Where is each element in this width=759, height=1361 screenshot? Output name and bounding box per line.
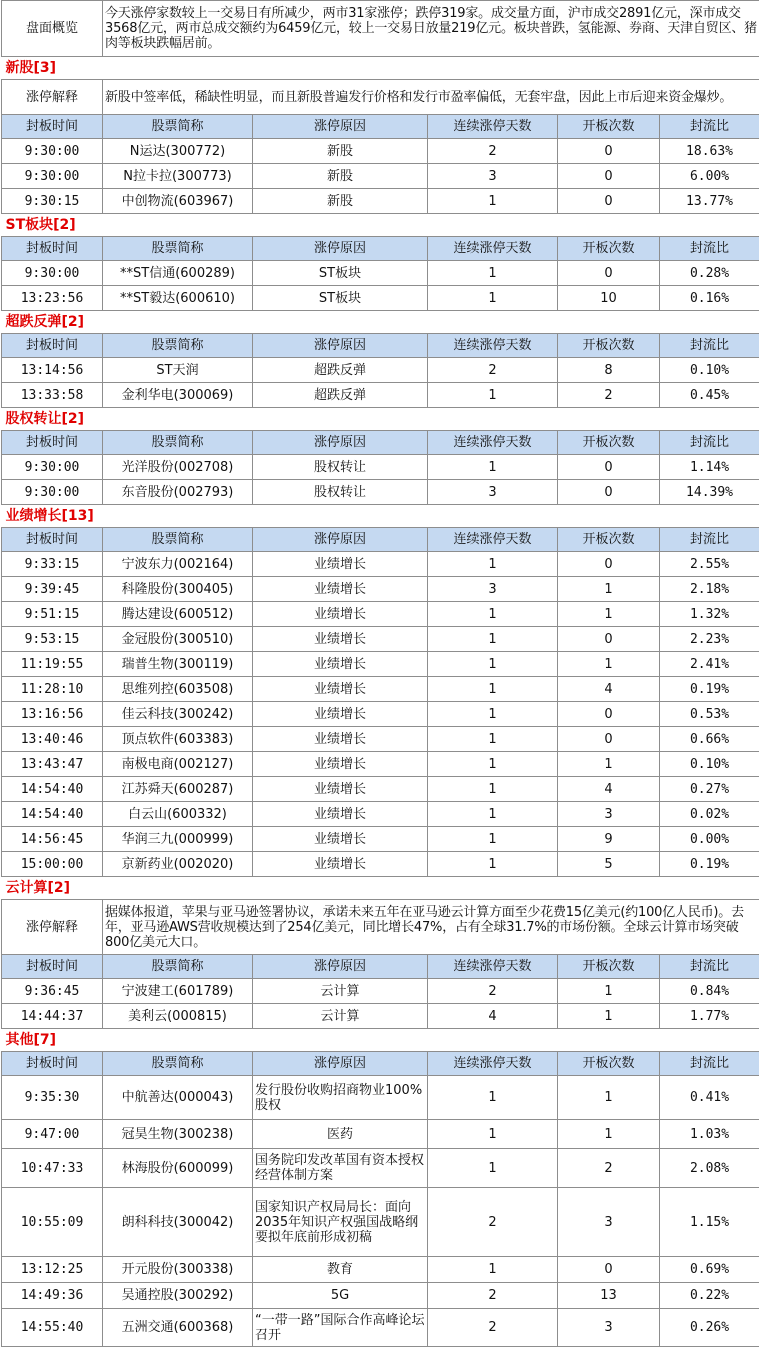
- limit-reason: 云计算: [253, 1004, 428, 1029]
- consecutive-days: 1: [428, 752, 558, 777]
- column-header-seal-time: 封板时间: [2, 528, 103, 552]
- open-count: 3: [558, 1309, 660, 1347]
- limit-reason: 超跌反弹: [253, 358, 428, 383]
- explain-row: [2, 900, 759, 955]
- table-row: [2, 189, 759, 214]
- seal-ratio: 18.63%: [660, 139, 759, 164]
- section-title-row: [2, 408, 759, 431]
- open-count: 3: [558, 802, 660, 827]
- column-header-seal-ratio: 封流比: [660, 528, 759, 552]
- consecutive-days: 1: [428, 189, 558, 214]
- column-header-consecutive-days: 连续涨停天数: [428, 431, 558, 455]
- overview-text: 今天涨停家数较上一交易日有所减少，两市31家涨停；跌停319家。成交量方面，沪市成交2891亿元，深市成交3568亿元，两市总成交额约为6459亿元，较上一交易日放量219亿元。板块普跌，氢能源、券商、天津自贸区、猪肉等板块跌幅居前。: [103, 1, 759, 57]
- table-row: [2, 702, 759, 727]
- table-row: [2, 139, 759, 164]
- seal-ratio: 0.19%: [660, 677, 759, 702]
- column-header-seal-ratio: 封流比: [660, 237, 759, 261]
- stock-name: 中航善达(000043): [103, 1076, 253, 1120]
- open-count: 1: [558, 752, 660, 777]
- column-header-consecutive-days: 连续涨停天数: [428, 237, 558, 261]
- seal-time: 9:35:30: [2, 1076, 103, 1120]
- seal-ratio: 0.16%: [660, 286, 759, 311]
- stock-name: 江苏舜天(600287): [103, 777, 253, 802]
- column-header-open-count: 开板次数: [558, 431, 660, 455]
- seal-ratio: 0.22%: [660, 1283, 759, 1309]
- table-row: [2, 1004, 759, 1029]
- consecutive-days: 1: [428, 827, 558, 852]
- stock-name: 瑞普生物(300119): [103, 652, 253, 677]
- open-count: 1: [558, 979, 660, 1004]
- explain-label: 涨停解释: [2, 900, 103, 955]
- table-row: [2, 552, 759, 577]
- limit-reason: 业绩增长: [253, 602, 428, 627]
- limit-reason: 国家知识产权局局长：面向2035年知识产权强国战略纲要拟年底前形成初稿: [253, 1188, 428, 1257]
- table-row: [2, 358, 759, 383]
- seal-ratio: 0.53%: [660, 702, 759, 727]
- column-header-limit-reason: 涨停原因: [253, 115, 428, 139]
- open-count: 1: [558, 652, 660, 677]
- table-row: [2, 1149, 759, 1188]
- open-count: 3: [558, 1188, 660, 1257]
- consecutive-days: 1: [428, 627, 558, 652]
- limit-reason: 业绩增长: [253, 702, 428, 727]
- stock-name: 佳云科技(300242): [103, 702, 253, 727]
- column-header-row: [2, 431, 759, 455]
- limit-reason: 新股: [253, 164, 428, 189]
- stock-name: 白云山(600332): [103, 802, 253, 827]
- section-title: 超跌反弹[2]: [2, 311, 759, 334]
- section-title: 新股[3]: [2, 57, 759, 80]
- column-header-seal-ratio: 封流比: [660, 334, 759, 358]
- stock-name: 中创物流(603967): [103, 189, 253, 214]
- column-header-stock-name: 股票简称: [103, 115, 253, 139]
- column-header-seal-time: 封板时间: [2, 115, 103, 139]
- limit-up-report-table: [1, 0, 759, 1347]
- limit-reason: 教育: [253, 1257, 428, 1283]
- limit-reason: 业绩增长: [253, 652, 428, 677]
- column-header-seal-time: 封板时间: [2, 237, 103, 261]
- column-header-limit-reason: 涨停原因: [253, 334, 428, 358]
- column-header-limit-reason: 涨停原因: [253, 431, 428, 455]
- open-count: 0: [558, 480, 660, 505]
- column-header-consecutive-days: 连续涨停天数: [428, 334, 558, 358]
- stock-name: 思维列控(603508): [103, 677, 253, 702]
- stock-name: 顶点软件(603383): [103, 727, 253, 752]
- table-row: [2, 164, 759, 189]
- seal-time: 10:47:33: [2, 1149, 103, 1188]
- seal-ratio: 1.32%: [660, 602, 759, 627]
- seal-ratio: 0.19%: [660, 852, 759, 877]
- seal-time: 14:55:40: [2, 1309, 103, 1347]
- seal-time: 9:53:15: [2, 627, 103, 652]
- section-title-row: [2, 505, 759, 528]
- seal-ratio: 0.28%: [660, 261, 759, 286]
- stock-name: 开元股份(300338): [103, 1257, 253, 1283]
- limit-reason: 业绩增长: [253, 577, 428, 602]
- seal-time: 13:23:56: [2, 286, 103, 311]
- seal-time: 13:16:56: [2, 702, 103, 727]
- seal-time: 13:12:25: [2, 1257, 103, 1283]
- consecutive-days: 2: [428, 1309, 558, 1347]
- consecutive-days: 1: [428, 286, 558, 311]
- table-row: [2, 1120, 759, 1149]
- explain-row: [2, 80, 759, 115]
- consecutive-days: 3: [428, 577, 558, 602]
- consecutive-days: 1: [428, 802, 558, 827]
- section-title-row: [2, 1029, 759, 1052]
- seal-ratio: 1.14%: [660, 455, 759, 480]
- seal-ratio: 0.41%: [660, 1076, 759, 1120]
- stock-name: 五洲交通(600368): [103, 1309, 253, 1347]
- seal-ratio: 6.00%: [660, 164, 759, 189]
- stock-name: 南极电商(002127): [103, 752, 253, 777]
- column-header-row: [2, 237, 759, 261]
- column-header-seal-ratio: 封流比: [660, 1052, 759, 1076]
- stock-name: N拉卡拉(300773): [103, 164, 253, 189]
- seal-time: 9:39:45: [2, 577, 103, 602]
- stock-name: 吴通控股(300292): [103, 1283, 253, 1309]
- seal-ratio: 14.39%: [660, 480, 759, 505]
- overview-label: 盘面概览: [2, 1, 103, 57]
- limit-reason: “一带一路”国际合作高峰论坛召开: [253, 1309, 428, 1347]
- open-count: 0: [558, 702, 660, 727]
- open-count: 0: [558, 139, 660, 164]
- stock-name: 科隆股份(300405): [103, 577, 253, 602]
- consecutive-days: 1: [428, 652, 558, 677]
- table-row: [2, 261, 759, 286]
- column-header-stock-name: 股票简称: [103, 955, 253, 979]
- stock-name: **ST毅达(600610): [103, 286, 253, 311]
- table-row: [2, 652, 759, 677]
- stock-name: 宁波东力(002164): [103, 552, 253, 577]
- seal-time: 14:54:40: [2, 802, 103, 827]
- stock-name: N运达(300772): [103, 139, 253, 164]
- seal-time: 9:30:00: [2, 261, 103, 286]
- column-header-stock-name: 股票简称: [103, 237, 253, 261]
- seal-ratio: 2.18%: [660, 577, 759, 602]
- seal-time: 13:40:46: [2, 727, 103, 752]
- consecutive-days: 1: [428, 1257, 558, 1283]
- table-row: [2, 455, 759, 480]
- consecutive-days: 2: [428, 358, 558, 383]
- seal-ratio: 0.10%: [660, 358, 759, 383]
- limit-reason: 业绩增长: [253, 727, 428, 752]
- open-count: 2: [558, 1149, 660, 1188]
- column-header-open-count: 开板次数: [558, 237, 660, 261]
- stock-name: 宁波建工(601789): [103, 979, 253, 1004]
- overview-row: [2, 1, 759, 57]
- column-header-row: [2, 1052, 759, 1076]
- consecutive-days: 1: [428, 552, 558, 577]
- seal-time: 9:51:15: [2, 602, 103, 627]
- open-count: 0: [558, 261, 660, 286]
- column-header-seal-time: 封板时间: [2, 431, 103, 455]
- seal-ratio: 2.41%: [660, 652, 759, 677]
- table-row: [2, 383, 759, 408]
- seal-time: 14:56:45: [2, 827, 103, 852]
- column-header-row: [2, 955, 759, 979]
- limit-reason: 业绩增长: [253, 852, 428, 877]
- consecutive-days: 1: [428, 602, 558, 627]
- column-header-seal-ratio: 封流比: [660, 431, 759, 455]
- stock-name: 金利华电(300069): [103, 383, 253, 408]
- open-count: 10: [558, 286, 660, 311]
- explain-label: 涨停解释: [2, 80, 103, 115]
- open-count: 1: [558, 602, 660, 627]
- seal-ratio: 2.08%: [660, 1149, 759, 1188]
- seal-time: 11:28:10: [2, 677, 103, 702]
- column-header-stock-name: 股票简称: [103, 431, 253, 455]
- seal-time: 9:36:45: [2, 979, 103, 1004]
- column-header-row: [2, 528, 759, 552]
- seal-ratio: 0.45%: [660, 383, 759, 408]
- table-row: [2, 1257, 759, 1283]
- column-header-stock-name: 股票简称: [103, 334, 253, 358]
- limit-reason: 超跌反弹: [253, 383, 428, 408]
- column-header-consecutive-days: 连续涨停天数: [428, 115, 558, 139]
- seal-ratio: 0.27%: [660, 777, 759, 802]
- consecutive-days: 1: [428, 677, 558, 702]
- open-count: 2: [558, 383, 660, 408]
- stock-name: 金冠股份(300510): [103, 627, 253, 652]
- table-row: [2, 480, 759, 505]
- seal-time: 15:00:00: [2, 852, 103, 877]
- open-count: 4: [558, 677, 660, 702]
- column-header-open-count: 开板次数: [558, 528, 660, 552]
- seal-time: 9:33:15: [2, 552, 103, 577]
- section-title-row: [2, 214, 759, 237]
- column-header-consecutive-days: 连续涨停天数: [428, 528, 558, 552]
- consecutive-days: 2: [428, 1283, 558, 1309]
- limit-reason: 业绩增长: [253, 777, 428, 802]
- stock-name: 林海股份(600099): [103, 1149, 253, 1188]
- open-count: 1: [558, 1120, 660, 1149]
- table-row: [2, 286, 759, 311]
- consecutive-days: 3: [428, 480, 558, 505]
- seal-time: 11:19:55: [2, 652, 103, 677]
- limit-reason: ST板块: [253, 261, 428, 286]
- limit-reason: 业绩增长: [253, 752, 428, 777]
- open-count: 0: [558, 164, 660, 189]
- column-header-stock-name: 股票简称: [103, 1052, 253, 1076]
- explain-text: 新股中签率低，稀缺性明显，而且新股普遍发行价格和发行市盈率偏低，无套牢盘，因此上市后迎来资金爆炒。: [103, 80, 759, 115]
- table-row: [2, 852, 759, 877]
- open-count: 1: [558, 1004, 660, 1029]
- table-row: [2, 979, 759, 1004]
- table-row: [2, 802, 759, 827]
- seal-ratio: 0.66%: [660, 727, 759, 752]
- table-row: [2, 827, 759, 852]
- open-count: 0: [558, 1257, 660, 1283]
- column-header-limit-reason: 涨停原因: [253, 1052, 428, 1076]
- column-header-seal-ratio: 封流比: [660, 115, 759, 139]
- seal-ratio: 1.77%: [660, 1004, 759, 1029]
- open-count: 5: [558, 852, 660, 877]
- seal-time: 14:44:37: [2, 1004, 103, 1029]
- column-header-stock-name: 股票简称: [103, 528, 253, 552]
- open-count: 0: [558, 627, 660, 652]
- limit-reason: ST板块: [253, 286, 428, 311]
- open-count: 0: [558, 455, 660, 480]
- section-title: 其他[7]: [2, 1029, 759, 1052]
- open-count: 0: [558, 189, 660, 214]
- section-title: 业绩增长[13]: [2, 505, 759, 528]
- seal-time: 13:14:56: [2, 358, 103, 383]
- limit-reason: 发行股份收购招商物业100%股权: [253, 1076, 428, 1120]
- table-row: [2, 577, 759, 602]
- consecutive-days: 3: [428, 164, 558, 189]
- limit-reason: 云计算: [253, 979, 428, 1004]
- section-title-row: [2, 877, 759, 900]
- column-header-seal-ratio: 封流比: [660, 955, 759, 979]
- stock-name: 华润三九(000999): [103, 827, 253, 852]
- consecutive-days: 2: [428, 139, 558, 164]
- open-count: 4: [558, 777, 660, 802]
- table-row: [2, 627, 759, 652]
- table-row: [2, 727, 759, 752]
- column-header-seal-time: 封板时间: [2, 955, 103, 979]
- column-header-limit-reason: 涨停原因: [253, 955, 428, 979]
- column-header-consecutive-days: 连续涨停天数: [428, 955, 558, 979]
- seal-time: 10:55:09: [2, 1188, 103, 1257]
- seal-ratio: 2.23%: [660, 627, 759, 652]
- consecutive-days: 1: [428, 383, 558, 408]
- column-header-open-count: 开板次数: [558, 334, 660, 358]
- stock-name: 光洋股份(002708): [103, 455, 253, 480]
- seal-ratio: 13.77%: [660, 189, 759, 214]
- column-header-consecutive-days: 连续涨停天数: [428, 1052, 558, 1076]
- table-row: [2, 677, 759, 702]
- seal-ratio: 2.55%: [660, 552, 759, 577]
- consecutive-days: 1: [428, 1076, 558, 1120]
- stock-name: 京新药业(002020): [103, 852, 253, 877]
- seal-ratio: 1.15%: [660, 1188, 759, 1257]
- seal-time: 13:43:47: [2, 752, 103, 777]
- section-title-row: [2, 311, 759, 334]
- section-title-row: [2, 57, 759, 80]
- consecutive-days: 2: [428, 979, 558, 1004]
- table-row: [2, 1076, 759, 1120]
- consecutive-days: 4: [428, 1004, 558, 1029]
- section-title: 云计算[2]: [2, 877, 759, 900]
- column-header-open-count: 开板次数: [558, 1052, 660, 1076]
- open-count: 13: [558, 1283, 660, 1309]
- limit-reason: 股权转让: [253, 480, 428, 505]
- seal-time: 14:49:36: [2, 1283, 103, 1309]
- limit-reason: 新股: [253, 189, 428, 214]
- column-header-limit-reason: 涨停原因: [253, 237, 428, 261]
- seal-ratio: 0.69%: [660, 1257, 759, 1283]
- seal-ratio: 0.00%: [660, 827, 759, 852]
- table-row: [2, 1309, 759, 1347]
- limit-reason: 5G: [253, 1283, 428, 1309]
- seal-time: 13:33:58: [2, 383, 103, 408]
- explain-text: 据媒体报道，苹果与亚马逊签署协议，承诺未来五年在亚马逊云计算方面至少花费15亿美元(约100亿人民币)。去年，亚马逊AWS营收规模达到了254亿美元，同比增长47%，占有全球31.7%的市场份额。全球云计算市场突破800亿美元大口。: [103, 900, 759, 955]
- limit-reason: 业绩增长: [253, 802, 428, 827]
- open-count: 1: [558, 1076, 660, 1120]
- consecutive-days: 1: [428, 261, 558, 286]
- limit-reason: 新股: [253, 139, 428, 164]
- seal-time: 14:54:40: [2, 777, 103, 802]
- seal-ratio: 0.10%: [660, 752, 759, 777]
- stock-name: ST天润: [103, 358, 253, 383]
- column-header-row: [2, 115, 759, 139]
- seal-time: 9:30:00: [2, 455, 103, 480]
- limit-reason: 国务院印发改革国有资本授权经营体制方案: [253, 1149, 428, 1188]
- column-header-open-count: 开板次数: [558, 955, 660, 979]
- open-count: 9: [558, 827, 660, 852]
- consecutive-days: 1: [428, 852, 558, 877]
- column-header-seal-time: 封板时间: [2, 1052, 103, 1076]
- stock-name: 东音股份(002793): [103, 480, 253, 505]
- consecutive-days: 1: [428, 702, 558, 727]
- open-count: 1: [558, 577, 660, 602]
- limit-reason: 股权转让: [253, 455, 428, 480]
- limit-reason: 业绩增长: [253, 827, 428, 852]
- consecutive-days: 2: [428, 1188, 558, 1257]
- section-title: ST板块[2]: [2, 214, 759, 237]
- open-count: 0: [558, 552, 660, 577]
- consecutive-days: 1: [428, 1149, 558, 1188]
- stock-name: 朗科科技(300042): [103, 1188, 253, 1257]
- table-row: [2, 752, 759, 777]
- seal-time: 9:30:15: [2, 189, 103, 214]
- column-header-seal-time: 封板时间: [2, 334, 103, 358]
- seal-ratio: 0.02%: [660, 802, 759, 827]
- seal-ratio: 1.03%: [660, 1120, 759, 1149]
- column-header-row: [2, 334, 759, 358]
- column-header-limit-reason: 涨停原因: [253, 528, 428, 552]
- section-title: 股权转让[2]: [2, 408, 759, 431]
- seal-time: 9:30:00: [2, 164, 103, 189]
- limit-reason: 医药: [253, 1120, 428, 1149]
- consecutive-days: 1: [428, 777, 558, 802]
- seal-time: 9:30:00: [2, 139, 103, 164]
- table-row: [2, 1188, 759, 1257]
- consecutive-days: 1: [428, 1120, 558, 1149]
- open-count: 0: [558, 727, 660, 752]
- stock-name: **ST信通(600289): [103, 261, 253, 286]
- stock-name: 冠昊生物(300238): [103, 1120, 253, 1149]
- limit-reason: 业绩增长: [253, 552, 428, 577]
- open-count: 8: [558, 358, 660, 383]
- consecutive-days: 1: [428, 455, 558, 480]
- seal-ratio: 0.84%: [660, 979, 759, 1004]
- consecutive-days: 1: [428, 727, 558, 752]
- seal-time: 9:47:00: [2, 1120, 103, 1149]
- stock-name: 美利云(000815): [103, 1004, 253, 1029]
- seal-time: 9:30:00: [2, 480, 103, 505]
- column-header-open-count: 开板次数: [558, 115, 660, 139]
- seal-ratio: 0.26%: [660, 1309, 759, 1347]
- limit-reason: 业绩增长: [253, 627, 428, 652]
- table-row: [2, 777, 759, 802]
- limit-reason: 业绩增长: [253, 677, 428, 702]
- stock-name: 腾达建设(600512): [103, 602, 253, 627]
- table-row: [2, 1283, 759, 1309]
- table-row: [2, 602, 759, 627]
